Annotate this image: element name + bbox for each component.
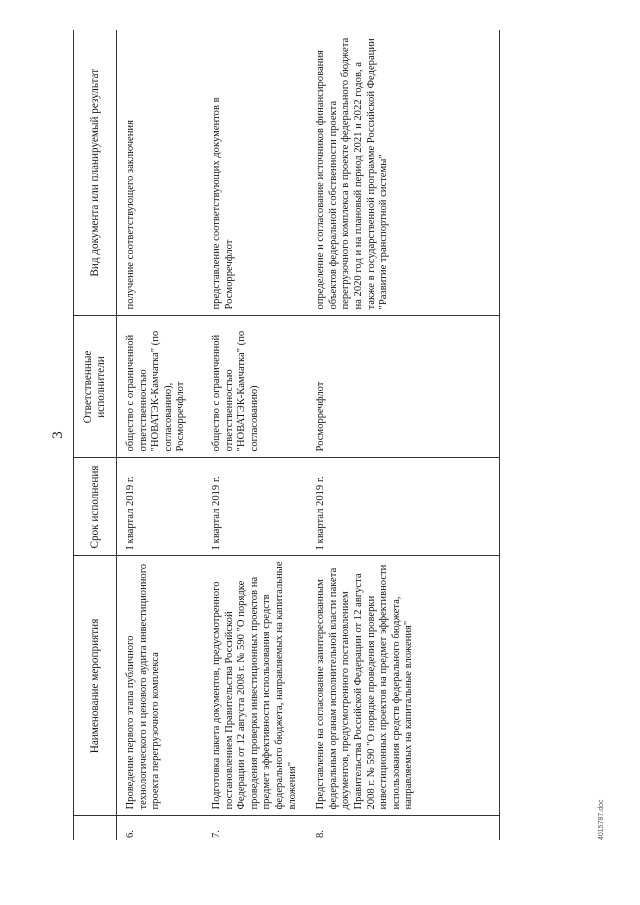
row-result: представление соответствующих документов в Росморречфлот <box>203 30 307 316</box>
row-name: Проведение первого этапа публичного технологического и ценового аудита инвестиционного проекта перегрузочного комплекса <box>117 556 204 816</box>
row-name: Представление на согласование заинтересованным федеральным органам исполнительной власти пакета документов, предусмотренного постановлением Правительства Российской Федерации от 12 августа 2008 г. № 590 "О порядке проведения проверки инвестиционных проектов на предмет эффективности использования средств федерального бюджета, направляемых на капитальные вложения" <box>307 556 500 816</box>
row-deadline: I квартал 2019 г. <box>117 458 204 556</box>
row-number: 8. <box>307 816 500 840</box>
row-executors: общество с ограниченной ответственностью "НОВАТЭК-Камчатка" (по согласованию) <box>203 316 307 458</box>
header-number <box>74 816 117 840</box>
table-row <box>117 30 204 840</box>
page-number: 3 <box>50 431 66 439</box>
header-deadline: Срок исполнения <box>74 458 117 556</box>
row-result: определение и согласование источников финансирования объектов федеральной собственности проекта перегрузочного комплекса в проекте федерального бюджета на 2020 год и на плановый период 2021 и 2022 годов, а также в государственной программе Российской Федерации "Развитие транспортной системы" <box>307 30 500 316</box>
header-executors: Ответственные исполнители <box>74 316 117 458</box>
measures-table <box>73 30 500 840</box>
table-row <box>203 30 307 840</box>
rotated-content <box>38 30 618 840</box>
document-id: 4015787.doc <box>598 799 605 840</box>
row-name: Подготовка пакета документов, предусмотренного постановлением Правительства Российской Федерации от 12 августа 2008 г. № 590 "О порядке проведения проверки инвестиционных проектов на предмет эффективности использования средств федерального бюджета, направляемых на капитальные вложения" <box>203 556 307 816</box>
row-executors: общество с ограниченной ответственностью "НОВАТЭК-Камчатка" (по согласованию), Росморречфлот <box>117 316 204 458</box>
row-result: получение соответствующего заключения <box>117 30 204 316</box>
table-header-row <box>74 30 117 840</box>
row-executors: Росморречфлот <box>307 316 500 458</box>
header-name: Наименование мероприятия <box>74 556 117 816</box>
row-deadline: I квартал 2019 г. <box>203 458 307 556</box>
table-row <box>307 30 500 840</box>
header-result: Вид документа или планируемый результат <box>74 30 117 316</box>
row-number: 7. <box>211 830 222 838</box>
row-number: 6. <box>125 830 136 838</box>
rotated-page-area <box>38 30 618 840</box>
row-deadline: I квартал 2019 г. <box>307 458 500 556</box>
